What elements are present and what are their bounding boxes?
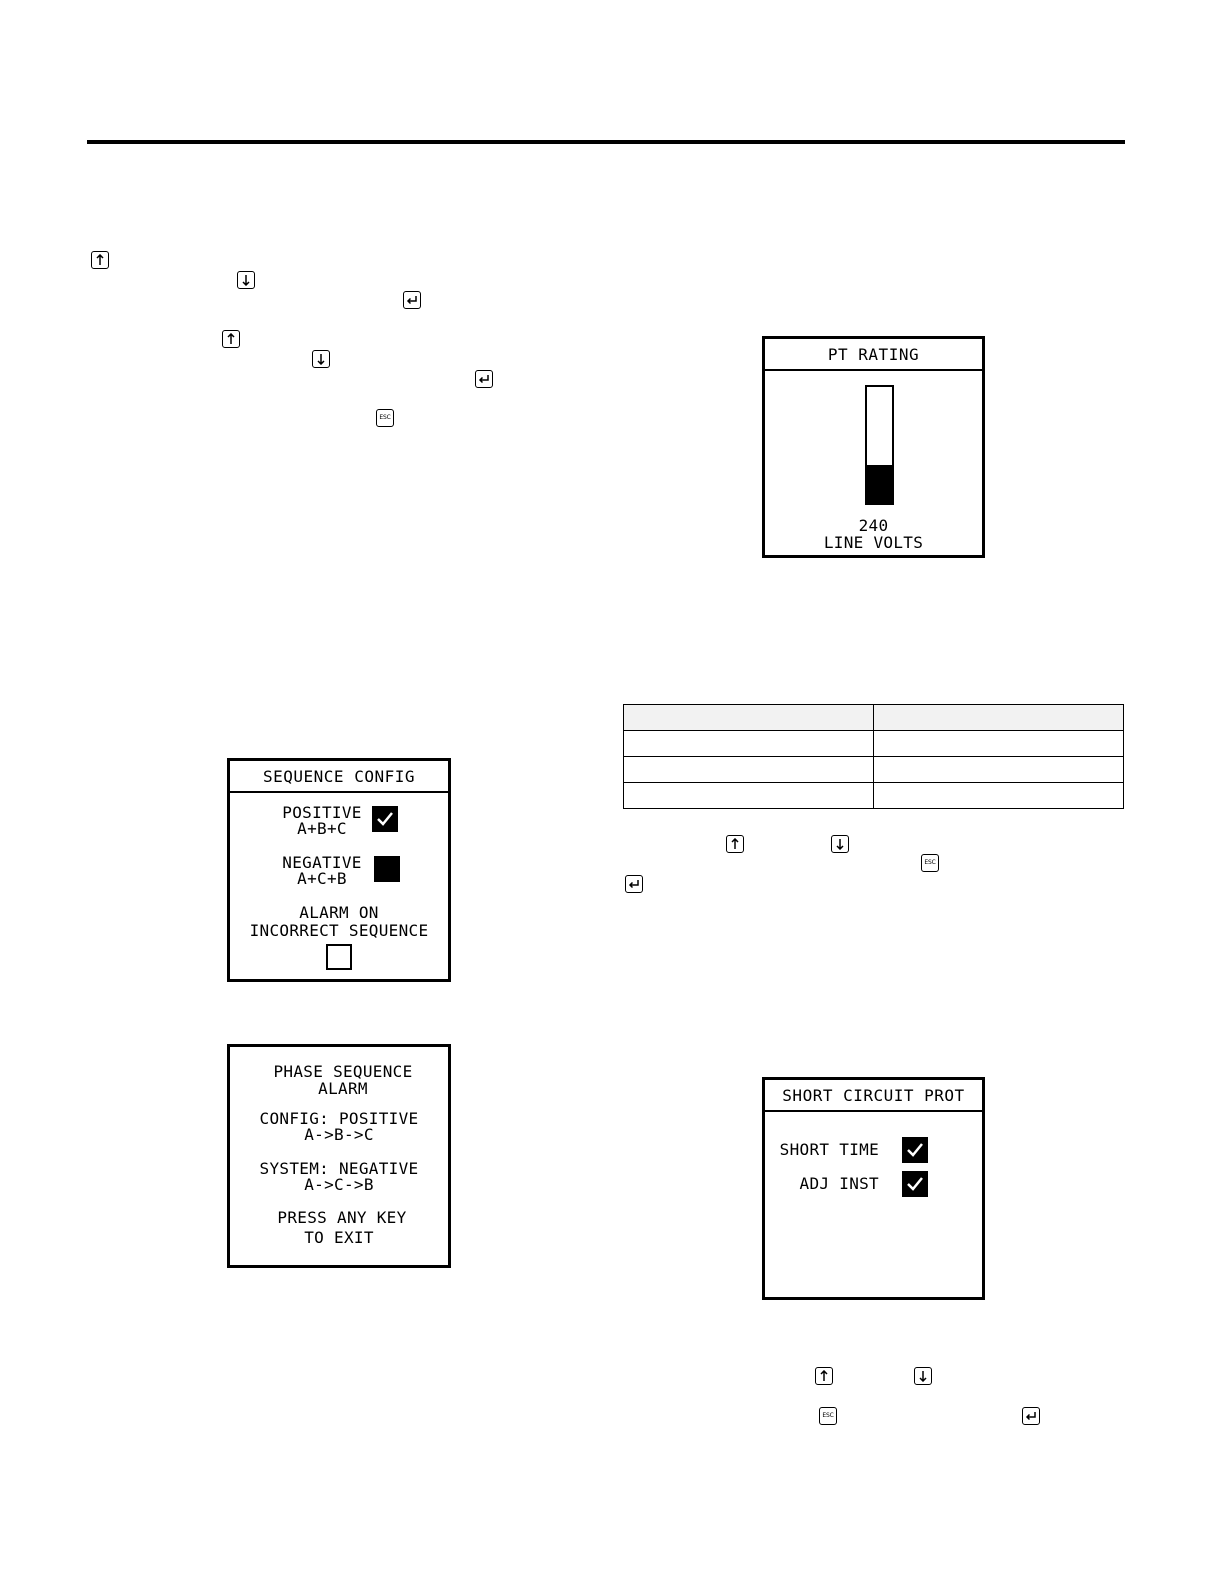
adj-inst-checkbox[interactable] — [902, 1171, 928, 1197]
settings-table — [623, 704, 1124, 809]
check-icon — [902, 1171, 928, 1197]
positive-checkbox[interactable] — [372, 806, 398, 832]
positive-sequence: A+B+C — [297, 819, 347, 838]
table-cell — [874, 705, 1124, 731]
arrow-up-icon — [815, 1367, 833, 1385]
sequence-config-title: SEQUENCE CONFIG — [230, 761, 448, 793]
pt-rating-value: 240 — [858, 516, 889, 535]
arrow-down-icon — [237, 271, 255, 289]
system-label: SYSTEM: NEGATIVE — [259, 1159, 419, 1178]
alarm-title-line2: ALARM — [318, 1079, 368, 1098]
exit-line1: PRESS ANY KEY — [277, 1208, 407, 1227]
config-sequence: A->B->C — [304, 1125, 374, 1144]
negative-label: NEGATIVE — [282, 853, 362, 872]
enter-icon — [475, 370, 493, 388]
arrow-down-icon — [914, 1367, 932, 1385]
pt-rating-title: PT RATING — [765, 339, 982, 371]
negative-sequence: A+C+B — [297, 869, 347, 888]
table-cell — [874, 757, 1124, 783]
enter-icon — [403, 291, 421, 309]
sequence-config-screen — [227, 758, 451, 982]
table-cell — [624, 783, 874, 809]
esc-icon: ESC — [819, 1407, 837, 1425]
arrow-down-icon — [312, 350, 330, 368]
short-time-label: SHORT TIME — [779, 1140, 879, 1159]
enter-icon — [1022, 1407, 1040, 1425]
adj-inst-label: ADJ INST — [799, 1174, 879, 1193]
table-row — [624, 757, 1124, 783]
enter-icon — [625, 875, 643, 893]
short-circuit-title: SHORT CIRCUIT PROT — [765, 1080, 982, 1112]
table-header-row — [624, 705, 1124, 731]
pt-rating-screen — [762, 336, 985, 558]
exit-line2: TO EXIT — [304, 1228, 374, 1247]
short-circuit-screen — [762, 1077, 985, 1300]
esc-icon: ESC — [376, 409, 394, 427]
negative-checkbox[interactable] — [374, 856, 400, 882]
arrow-up-icon — [91, 251, 109, 269]
positive-label: POSITIVE — [282, 803, 362, 822]
arrow-up-icon — [222, 330, 240, 348]
table-cell — [624, 731, 874, 757]
short-time-checkbox[interactable] — [902, 1137, 928, 1163]
arrow-up-icon — [726, 835, 744, 853]
system-sequence: A->C->B — [304, 1175, 374, 1194]
alarm-label-line2: INCORRECT SEQUENCE — [249, 921, 429, 940]
alarm-checkbox[interactable] — [326, 944, 352, 970]
table-cell — [874, 783, 1124, 809]
pt-rating-unit: LINE VOLTS — [823, 533, 924, 552]
pt-rating-bar-fill — [867, 465, 892, 503]
phase-sequence-alarm-screen — [227, 1044, 451, 1268]
check-icon — [902, 1137, 928, 1163]
table-cell — [624, 705, 874, 731]
header-rule — [87, 140, 1125, 144]
table-cell — [624, 757, 874, 783]
esc-icon: ESC — [921, 854, 939, 872]
check-icon — [372, 806, 398, 832]
table-row — [624, 783, 1124, 809]
alarm-label-line1: ALARM ON — [299, 903, 379, 922]
alarm-title-line1: PHASE SEQUENCE — [273, 1062, 413, 1081]
arrow-down-icon — [831, 835, 849, 853]
table-cell — [874, 731, 1124, 757]
pt-rating-bar — [865, 385, 894, 505]
config-label: CONFIG: POSITIVE — [259, 1109, 419, 1128]
table-row — [624, 731, 1124, 757]
